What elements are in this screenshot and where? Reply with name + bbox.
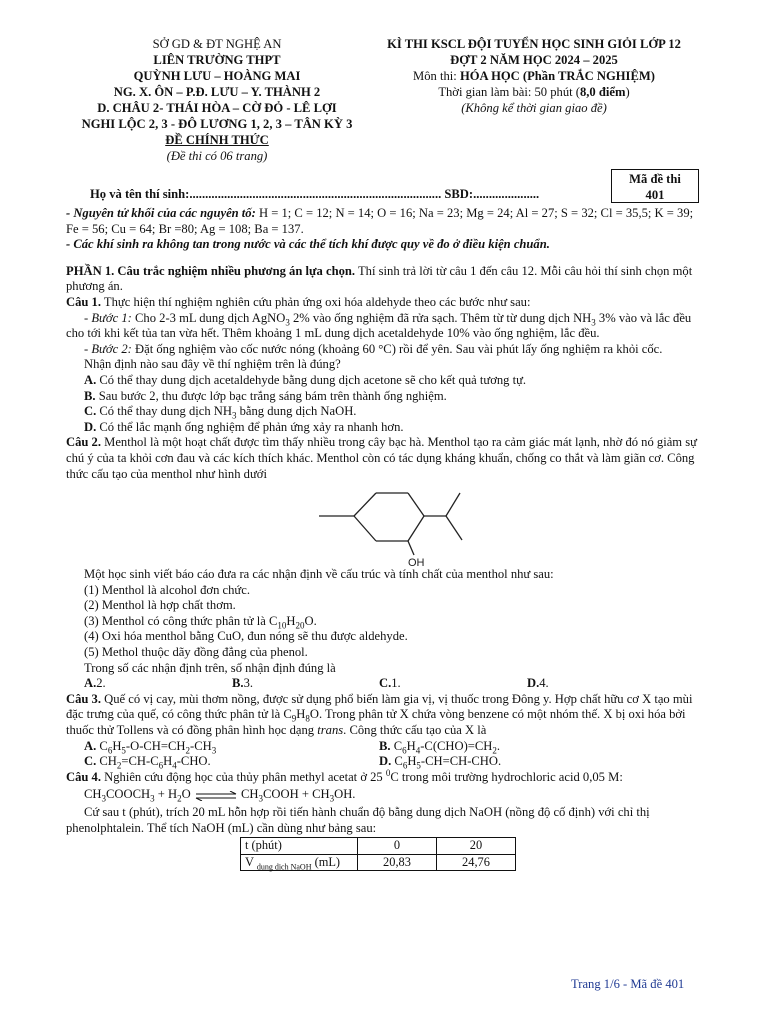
department-name: SỞ GD & ĐT NGHỆ AN bbox=[152, 37, 282, 51]
school-line-6: NGHI LỘC 2, 3 - ĐÔ LƯƠNG 1, 2, 3 – TÂN KỲ 3 bbox=[81, 117, 353, 131]
table-cell: 0 bbox=[358, 838, 437, 855]
table-cell: 24,76 bbox=[437, 854, 516, 871]
time-note: (Không kể thời gian giao đề) bbox=[461, 101, 607, 115]
q2-options bbox=[66, 676, 702, 692]
table-cell: 20,83 bbox=[358, 854, 437, 871]
q2-statement-2: (2) Menthol là hợp chất thơm. bbox=[84, 598, 236, 613]
titration-table bbox=[240, 837, 516, 871]
exam-round: ĐỢT 2 NĂM HỌC 2024 – 2025 bbox=[450, 53, 618, 67]
q2-statement-4: (4) Oxi hóa menthol bằng CuO, đun nóng sẽ thu được aldehyde. bbox=[84, 629, 408, 644]
q3-options-row-2 bbox=[66, 754, 702, 770]
table-row bbox=[241, 854, 516, 871]
q4-equation: $CH_3COOCH_3 + H_2O$ $CH_3COOH + CH_3OH$. bbox=[84, 787, 356, 804]
exam-title: KÌ THI KSCL ĐỘI TUYỂN HỌC SINH GIỎI LỚP 12 bbox=[387, 37, 681, 51]
exam-code-label: Mã đề thi bbox=[629, 172, 681, 186]
hydroxyl-label: OH bbox=[408, 557, 425, 568]
page-count-note: (Đề thi có 06 trang) bbox=[166, 149, 268, 163]
q3-options-row-1 bbox=[66, 739, 702, 755]
q1-step-2: - Bước 2: Đặt ống nghiệm vào cốc nước nóng (khoảng 60 °C) rồi để yên. Sau vài phút lấy ống nghiệm ra khỏi cốc. bbox=[84, 341, 663, 356]
q2-option-a: A.2. bbox=[84, 676, 106, 691]
school-line-5: D. CHÂU 2- THÁI HÒA – CỜ ĐỎ - LÊ LỢI bbox=[97, 101, 337, 115]
table-header-volume: V $_{dung dịch NaOH}$ (mL) bbox=[241, 854, 358, 871]
q3-option-d: D. $C_6H_5-CH=CH$-CHO. bbox=[379, 754, 502, 771]
school-line-3: QUỲNH LƯU – HOÀNG MAI bbox=[133, 69, 301, 83]
q1-option-c: C. Có thể thay dung dịch $NH_3$ bằng dung dịch NaOH. bbox=[84, 404, 357, 421]
q1-option-a: A. Có thể thay dung dịch acetaldehyde bằng dung dịch acetone sẽ cho kết quả tương tự. bbox=[84, 372, 527, 387]
school-line-4: NG. X. ÔN – P.Đ. LƯU – Y. THÀNH 2 bbox=[113, 85, 321, 99]
q3-option-a: A. $C_6H_5-O-CH=CH_2-CH_3$ bbox=[84, 738, 217, 756]
q3-option-c: C. $CH_2=CH-C_6H_4$-CHO. bbox=[84, 754, 211, 771]
official-exam-label: ĐỀ CHÍNH THỨC bbox=[165, 133, 269, 147]
question-4: Câu 4. Nghiên cứu động học của thủy phân methyl acetat ở 25 $^0$C trong môi trường hydrochloric acid 0,05 M: bbox=[66, 767, 623, 784]
q1-step-1: - Bước 1: Cho 2-3 mL dung dịch AgNO$_3$ 2% vào ống nghiệm đã rửa sạch. Thêm từ từ dung dịch $NH_3$ 3% vào và lắc đều cho tới khi kết tủa tan vừa hết. Thêm khoảng 1 mL dung dịch acetaldehyde 10% vào ống nghiệm, lắc đều. bbox=[66, 310, 692, 341]
q1-option-b: B. Sau bước 2, thu được lớp bạc trắng sáng bám trên thành ống nghiệm. bbox=[84, 388, 447, 403]
q2-option-d: D.4. bbox=[527, 676, 549, 691]
candidate-info-line: Họ và tên thí sinh:................................................................................ SBD:..................... bbox=[90, 187, 540, 201]
table-row bbox=[241, 838, 516, 855]
question-3: Câu 3. Quế có vị cay, mùi thơm nồng, được sử dụng phổ biến làm gia vị, vị thuốc trong Đông y. Hợp chất hữu cơ X tạo mùi đặc trưng của quế, có công thức phân tử là $C_9H_8O$. Trong phân tử X chứa vòng benzene có một nhóm thế. X bị oxi hóa bởi thuốc thử Tollens và có đồng phân hình học dạng trans. Công thức cấu tạo của X là bbox=[66, 691, 693, 738]
q2-statement-1: (1) Menthol là alcohol đơn chức. bbox=[84, 582, 250, 597]
gas-note: - Các khí sinh ra không tan trong nước và các thể tích khí được quy về đo ở điều kiện chuẩn. bbox=[66, 237, 550, 252]
q4-description: Cứ sau t (phút), trích 20 mL hỗn hợp rồi tiến hành chuẩn độ bằng dung dịch NaOH (nồng độ cố định) với chỉ thị phenolphtalein. Thể tích NaOH (mL) cần dùng như bảng sau: bbox=[66, 805, 650, 835]
q1-question: Nhận định nào sau đây về thí nghiệm trên là đúng? bbox=[84, 357, 341, 372]
q2-report-intro: Một học sinh viết báo cáo đưa ra các nhận định về cấu trúc và tính chất của menthol như sau: bbox=[84, 567, 554, 582]
question-2: Câu 2. Menthol là một hoạt chất được tìm thấy nhiều trong cây bạc hà. Menthol tạo ra cảm giác mát lạnh, nhờ đó nó giảm sự chú ý của ta khỏi cơn đau và các kích thích khác. Menthol còn có tác dụng kháng khuẩn, chống co thắt và làm giãn cơ. Công thức cấu tạo của menthol như hình dưới bbox=[66, 435, 697, 481]
header-left bbox=[62, 36, 372, 164]
atomic-mass-note: - Nguyên tử khối của các nguyên tố: H = 1; C = 12; N = 14; O = 16; Na = 23; Mg = 24; Al = 27; S = 32; Cl = 35,5; K = 39; Fe = 56; Cu = 64; Br =80; Ag = 108; Ba = 137. bbox=[66, 206, 694, 236]
q2-statement-5: (5) Methol thuộc dãy đồng đẳng của phenol. bbox=[84, 645, 308, 660]
menthol-structure-diagram bbox=[314, 483, 474, 567]
header-right bbox=[368, 36, 700, 116]
exam-code-value: 401 bbox=[645, 188, 665, 202]
school-group-name: LIÊN TRƯỜNG THPT bbox=[153, 53, 281, 67]
q2-question: Trong số các nhận định trên, số nhận định đúng là bbox=[84, 660, 336, 675]
q2-option-c: C.1. bbox=[379, 676, 401, 691]
q1-option-d: D. Có thể lắc mạnh ống nghiệm để phản ứng xảy ra nhanh hơn. bbox=[84, 419, 404, 434]
q2-option-b: B.3. bbox=[232, 676, 254, 691]
q2-statement-3: (3) Menthol có công thức phân tử là $C_{10}H_{20}O$. bbox=[84, 613, 317, 631]
page-footer: Trang 1/6 - Mã đề 401 bbox=[571, 977, 685, 991]
table-header-time: t (phút) bbox=[241, 838, 358, 855]
question-1: Câu 1. Thực hiện thí nghiệm nghiên cứu phản ứng oxi hóa aldehyde theo các bước như sau: bbox=[66, 294, 531, 309]
exam-body bbox=[66, 206, 702, 871]
part1-heading: PHẦN 1. Câu trắc nghiệm nhiều phương án lựa chọn. Thí sinh trả lời từ câu 1 đến câu 12. Mỗi câu hỏi thí sinh chọn một phương án. bbox=[66, 263, 693, 294]
q3-option-b: B. $C_6H_4-C(CHO)=CH_2$. bbox=[379, 738, 501, 756]
equilibrium-arrow-icon bbox=[194, 791, 238, 801]
time-line: Thời gian làm bài: 50 phút (8,0 điểm) bbox=[438, 85, 630, 99]
table-cell: 20 bbox=[437, 838, 516, 855]
subject-line: Môn thi: HÓA HỌC (Phần TRẮC NGHIỆM) bbox=[413, 69, 655, 83]
exam-code-box bbox=[611, 169, 699, 203]
